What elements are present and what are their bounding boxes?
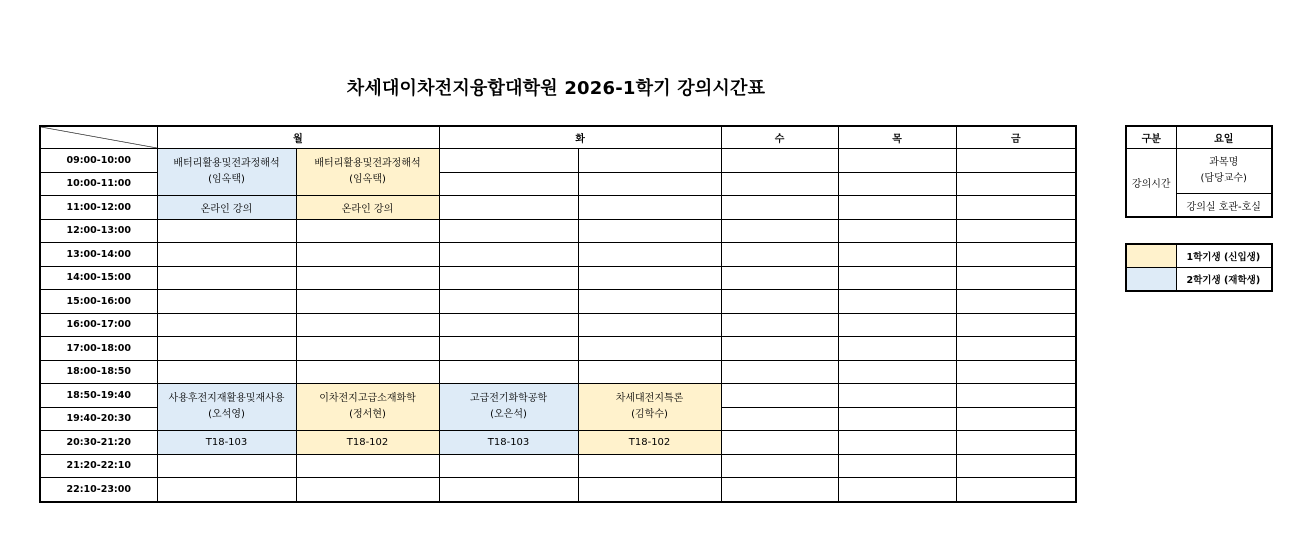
class-room: T18-103 — [439, 431, 578, 455]
legend-label-second-semester: 2학기생 (재학생) — [1176, 268, 1272, 292]
empty-cell — [838, 454, 956, 478]
legend-key-professor: (담당교수) — [1200, 173, 1247, 184]
day-header-tue: 화 — [439, 126, 721, 149]
time-cell: 21:20-22:10 — [40, 454, 157, 478]
empty-cell — [838, 431, 956, 455]
empty-cell — [721, 149, 838, 173]
class-cell — [157, 384, 296, 431]
time-cell: 22:10-23:00 — [40, 478, 157, 502]
time-cell: 16:00-17:00 — [40, 313, 157, 337]
empty-cell — [439, 337, 578, 361]
empty-cell — [296, 337, 439, 361]
empty-cell — [296, 290, 439, 314]
empty-cell — [578, 360, 721, 384]
day-header-fri: 금 — [956, 126, 1076, 149]
empty-cell — [578, 172, 721, 196]
class-professor: (임옥택) — [349, 174, 386, 185]
empty-cell — [838, 478, 956, 502]
class-cell — [296, 149, 439, 196]
empty-cell — [838, 219, 956, 243]
empty-cell — [956, 290, 1076, 314]
table-row — [40, 149, 1076, 173]
class-name: 배터리활용및전과정해석 — [314, 158, 421, 169]
empty-cell — [956, 149, 1076, 173]
class-room: T18-102 — [296, 431, 439, 455]
class-professor: (오은석) — [490, 409, 527, 420]
empty-cell — [956, 266, 1076, 290]
empty-cell — [956, 337, 1076, 361]
empty-cell — [956, 172, 1076, 196]
time-cell: 10:00-11:00 — [40, 172, 157, 196]
empty-cell — [157, 219, 296, 243]
empty-cell — [157, 478, 296, 502]
timetable-header-row — [40, 126, 1076, 149]
legend-swatch-second-semester — [1126, 268, 1176, 292]
empty-cell — [439, 478, 578, 502]
empty-cell — [439, 172, 578, 196]
class-room: 온라인 강의 — [296, 196, 439, 220]
empty-cell — [296, 219, 439, 243]
empty-cell — [838, 290, 956, 314]
empty-cell — [578, 313, 721, 337]
table-row — [40, 313, 1076, 337]
empty-cell — [838, 243, 956, 267]
empty-cell — [578, 478, 721, 502]
legend-key-header-day: 요일 — [1176, 126, 1272, 149]
empty-cell — [578, 290, 721, 314]
empty-cell — [838, 360, 956, 384]
empty-cell — [721, 407, 838, 431]
empty-cell — [838, 384, 956, 408]
corner-cell — [40, 126, 157, 149]
day-header-thu: 목 — [838, 126, 956, 149]
legend-key-header-category: 구분 — [1126, 126, 1176, 149]
class-cell — [296, 384, 439, 431]
legend-key-table — [1125, 125, 1273, 218]
time-cell: 15:00-16:00 — [40, 290, 157, 314]
class-professor: (정서현) — [349, 409, 386, 420]
empty-cell — [439, 149, 578, 173]
empty-cell — [439, 219, 578, 243]
empty-cell — [956, 313, 1076, 337]
day-header-wed: 수 — [721, 126, 838, 149]
legend-key-course-cell — [1176, 149, 1272, 194]
empty-cell — [956, 219, 1076, 243]
empty-cell — [296, 454, 439, 478]
time-cell: 14:00-15:00 — [40, 266, 157, 290]
time-cell: 20:30-21:20 — [40, 431, 157, 455]
legend-key-course-name: 과목명 — [1209, 157, 1239, 168]
empty-cell — [296, 478, 439, 502]
empty-cell — [838, 337, 956, 361]
empty-cell — [296, 360, 439, 384]
empty-cell — [721, 337, 838, 361]
day-header-mon: 월 — [157, 126, 439, 149]
time-cell: 12:00-13:00 — [40, 219, 157, 243]
empty-cell — [439, 243, 578, 267]
page-title: 차세대이차전지융합대학원 2026-1학기 강의시간표 — [346, 78, 766, 99]
empty-cell — [578, 266, 721, 290]
table-row — [40, 360, 1076, 384]
empty-cell — [157, 290, 296, 314]
empty-cell — [157, 454, 296, 478]
empty-cell — [721, 243, 838, 267]
time-cell: 09:00-10:00 — [40, 149, 157, 173]
empty-cell — [956, 196, 1076, 220]
legend-swatch-first-semester — [1126, 244, 1176, 268]
empty-cell — [721, 360, 838, 384]
class-room: 온라인 강의 — [157, 196, 296, 220]
empty-cell — [157, 313, 296, 337]
empty-cell — [721, 219, 838, 243]
empty-cell — [721, 196, 838, 220]
empty-cell — [578, 454, 721, 478]
table-row — [40, 384, 1076, 408]
empty-cell — [956, 431, 1076, 455]
empty-cell — [838, 149, 956, 173]
empty-cell — [956, 243, 1076, 267]
class-room: T18-103 — [157, 431, 296, 455]
empty-cell — [578, 337, 721, 361]
table-row — [40, 454, 1076, 478]
class-cell — [157, 149, 296, 196]
time-cell: 13:00-14:00 — [40, 243, 157, 267]
class-cell — [439, 384, 578, 431]
class-name: 고급전기화학공학 — [469, 393, 548, 404]
empty-cell — [439, 313, 578, 337]
empty-cell — [296, 243, 439, 267]
table-row — [40, 243, 1076, 267]
empty-cell — [838, 196, 956, 220]
empty-cell — [439, 266, 578, 290]
empty-cell — [578, 243, 721, 267]
class-name: 사용후전지재활용및재사용 — [168, 393, 285, 404]
legend-label-first-semester: 1학기생 (신입생) — [1176, 244, 1272, 268]
timetable — [39, 125, 1077, 503]
empty-cell — [578, 196, 721, 220]
empty-cell — [956, 360, 1076, 384]
empty-cell — [439, 360, 578, 384]
empty-cell — [838, 172, 956, 196]
time-cell: 18:50-19:40 — [40, 384, 157, 408]
empty-cell — [956, 384, 1076, 408]
class-cell — [578, 384, 721, 431]
empty-cell — [838, 407, 956, 431]
empty-cell — [157, 266, 296, 290]
legend-key-row-label: 강의시간 — [1126, 149, 1176, 218]
empty-cell — [721, 266, 838, 290]
table-row — [40, 478, 1076, 502]
empty-cell — [296, 313, 439, 337]
empty-cell — [578, 149, 721, 173]
empty-cell — [578, 219, 721, 243]
empty-cell — [157, 360, 296, 384]
table-row — [40, 431, 1076, 455]
empty-cell — [721, 454, 838, 478]
empty-cell — [956, 407, 1076, 431]
empty-cell — [721, 431, 838, 455]
table-row — [40, 337, 1076, 361]
empty-cell — [721, 478, 838, 502]
table-row — [40, 219, 1076, 243]
class-name: 차세대전지특론 — [615, 393, 684, 404]
empty-cell — [439, 196, 578, 220]
empty-cell — [721, 384, 838, 408]
class-name: 배터리활용및전과정해석 — [173, 158, 280, 169]
class-professor: (오석영) — [208, 409, 245, 420]
empty-cell — [721, 290, 838, 314]
empty-cell — [157, 243, 296, 267]
class-professor: (임옥택) — [208, 174, 245, 185]
legend-key-room: 강의실 호관-호실 — [1176, 194, 1272, 218]
empty-cell — [721, 313, 838, 337]
time-cell: 11:00-12:00 — [40, 196, 157, 220]
empty-cell — [838, 313, 956, 337]
class-professor: (김학수) — [631, 409, 668, 420]
empty-cell — [956, 478, 1076, 502]
empty-cell — [838, 266, 956, 290]
class-name: 이차전지고급소재화학 — [319, 393, 416, 404]
time-cell: 19:40-20:30 — [40, 407, 157, 431]
time-cell: 18:00-18:50 — [40, 360, 157, 384]
empty-cell — [296, 266, 439, 290]
color-legend-table — [1125, 243, 1273, 292]
empty-cell — [721, 172, 838, 196]
empty-cell — [956, 454, 1076, 478]
empty-cell — [439, 454, 578, 478]
class-room: T18-102 — [578, 431, 721, 455]
table-row — [40, 266, 1076, 290]
table-row — [40, 290, 1076, 314]
empty-cell — [157, 337, 296, 361]
table-row — [40, 196, 1076, 220]
empty-cell — [439, 290, 578, 314]
time-cell: 17:00-18:00 — [40, 337, 157, 361]
